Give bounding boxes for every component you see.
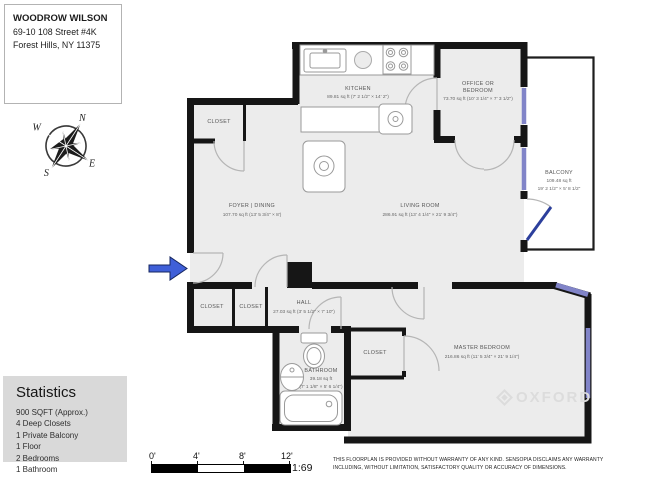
statistics-title: Statistics <box>16 384 77 401</box>
watermark <box>496 389 592 406</box>
balcony-floor <box>526 58 593 249</box>
stat-balcony: 1 Private Balcony <box>16 430 79 440</box>
scale-tick-4: 4' <box>193 451 200 461</box>
stat-bedrooms: 2 Bedrooms <box>16 453 60 463</box>
foyer-dims: 107.70 sq ft (13' 5 3/4" × 8') <box>222 213 282 218</box>
balcony-area: 109.48 sq ft <box>546 179 572 184</box>
bathroom-label: BATHROOM <box>304 368 338 374</box>
disclaimer-line-2: INCLUDING, WITHOUT LIMITATION, SATISFACTORY QUALITY OR ACCURACY OF DIMENSIONS. <box>333 465 567 471</box>
master-label: MASTER BEDROOM <box>453 345 511 351</box>
compass-e: E <box>88 158 96 170</box>
hall-label: HALL <box>296 300 312 306</box>
compass-rose <box>10 91 119 200</box>
closet-top-label: CLOSET <box>207 119 231 125</box>
closet-right-label: CLOSET <box>239 304 263 310</box>
counter-circle <box>355 52 372 69</box>
compass-s: S <box>43 168 49 180</box>
building-name: WOODROW WILSON <box>13 13 108 24</box>
scale-tick-12: 12' <box>281 451 293 461</box>
office-dims: 73.70 sq ft (10' 3 1/4" × 7' 3 1/2") <box>443 97 513 102</box>
city-state-zip: Forest Hills, NY 11375 <box>13 40 101 50</box>
stat-closets: 4 Deep Closets <box>16 419 71 429</box>
kitchen-label: KITCHEN <box>345 86 371 92</box>
office-label-1: OFFICE OR <box>461 81 495 87</box>
bathroom-dims: (7' 1 1/8" × 5' 6 1/4") <box>299 385 343 390</box>
appliance <box>379 104 412 134</box>
office-label-2: BEDROOM <box>463 88 493 94</box>
balcony-label: BALCONY <box>545 170 573 176</box>
disclaimer-line-1: THIS FLOORPLAN IS PROVIDED WITHOUT WARRANTY OF ANY KIND. SENSOPIA DISCLAIMS ANY WARRANTY <box>333 457 604 463</box>
watermark-text: OXFORD <box>516 389 593 406</box>
stat-floors: 1 Floor <box>16 442 41 452</box>
balcony-dims: 19' 2 1/2" × 5' 8 1/2" <box>537 187 581 192</box>
stat-sqft: 900 SQFT (Approx.) <box>16 408 88 417</box>
closet-master-label: CLOSET <box>363 350 387 356</box>
scale-bar-strip <box>151 464 291 473</box>
stat-bathrooms: 1 Bathroom <box>16 465 58 475</box>
master-dims: 216.86 sq ft (11' 5 3/4" × 21' 9 1/4") <box>444 355 520 360</box>
kitchen-dims: 89.81 sq ft (7' 2 1/2" × 14' 2") <box>327 95 389 100</box>
statistics-box <box>3 376 127 475</box>
closet-left-label: CLOSET <box>200 304 224 310</box>
foyer-label: FOYER | DINING <box>228 203 276 209</box>
bathroom-area: 39.18 sq ft <box>309 377 333 382</box>
entry-arrow <box>149 257 187 280</box>
scale-tick-0: 0' <box>149 451 156 461</box>
street-address: 69-10 108 Street #4K <box>13 27 97 37</box>
watermark-diamond-icon <box>496 389 513 406</box>
living-label: LIVING ROOM <box>400 203 440 209</box>
scale-ratio: 1:69 <box>292 462 313 474</box>
dining-appliance <box>303 141 345 192</box>
sink-faucet <box>323 49 327 53</box>
compass-w: W <box>32 122 41 134</box>
scale-bar <box>148 451 323 475</box>
living-dims: 286.91 sq ft (13' 4 1/4" × 21' 9 3/4") <box>382 213 458 218</box>
hall-dims: 27.03 sq ft (3' 5 1/2" × 7' 10") <box>273 310 335 315</box>
wall-stub <box>287 262 312 288</box>
scale-tick-8: 8' <box>239 451 246 461</box>
compass-n: N <box>79 112 86 124</box>
toilet-tank <box>301 333 327 343</box>
disclaimer <box>333 456 613 472</box>
